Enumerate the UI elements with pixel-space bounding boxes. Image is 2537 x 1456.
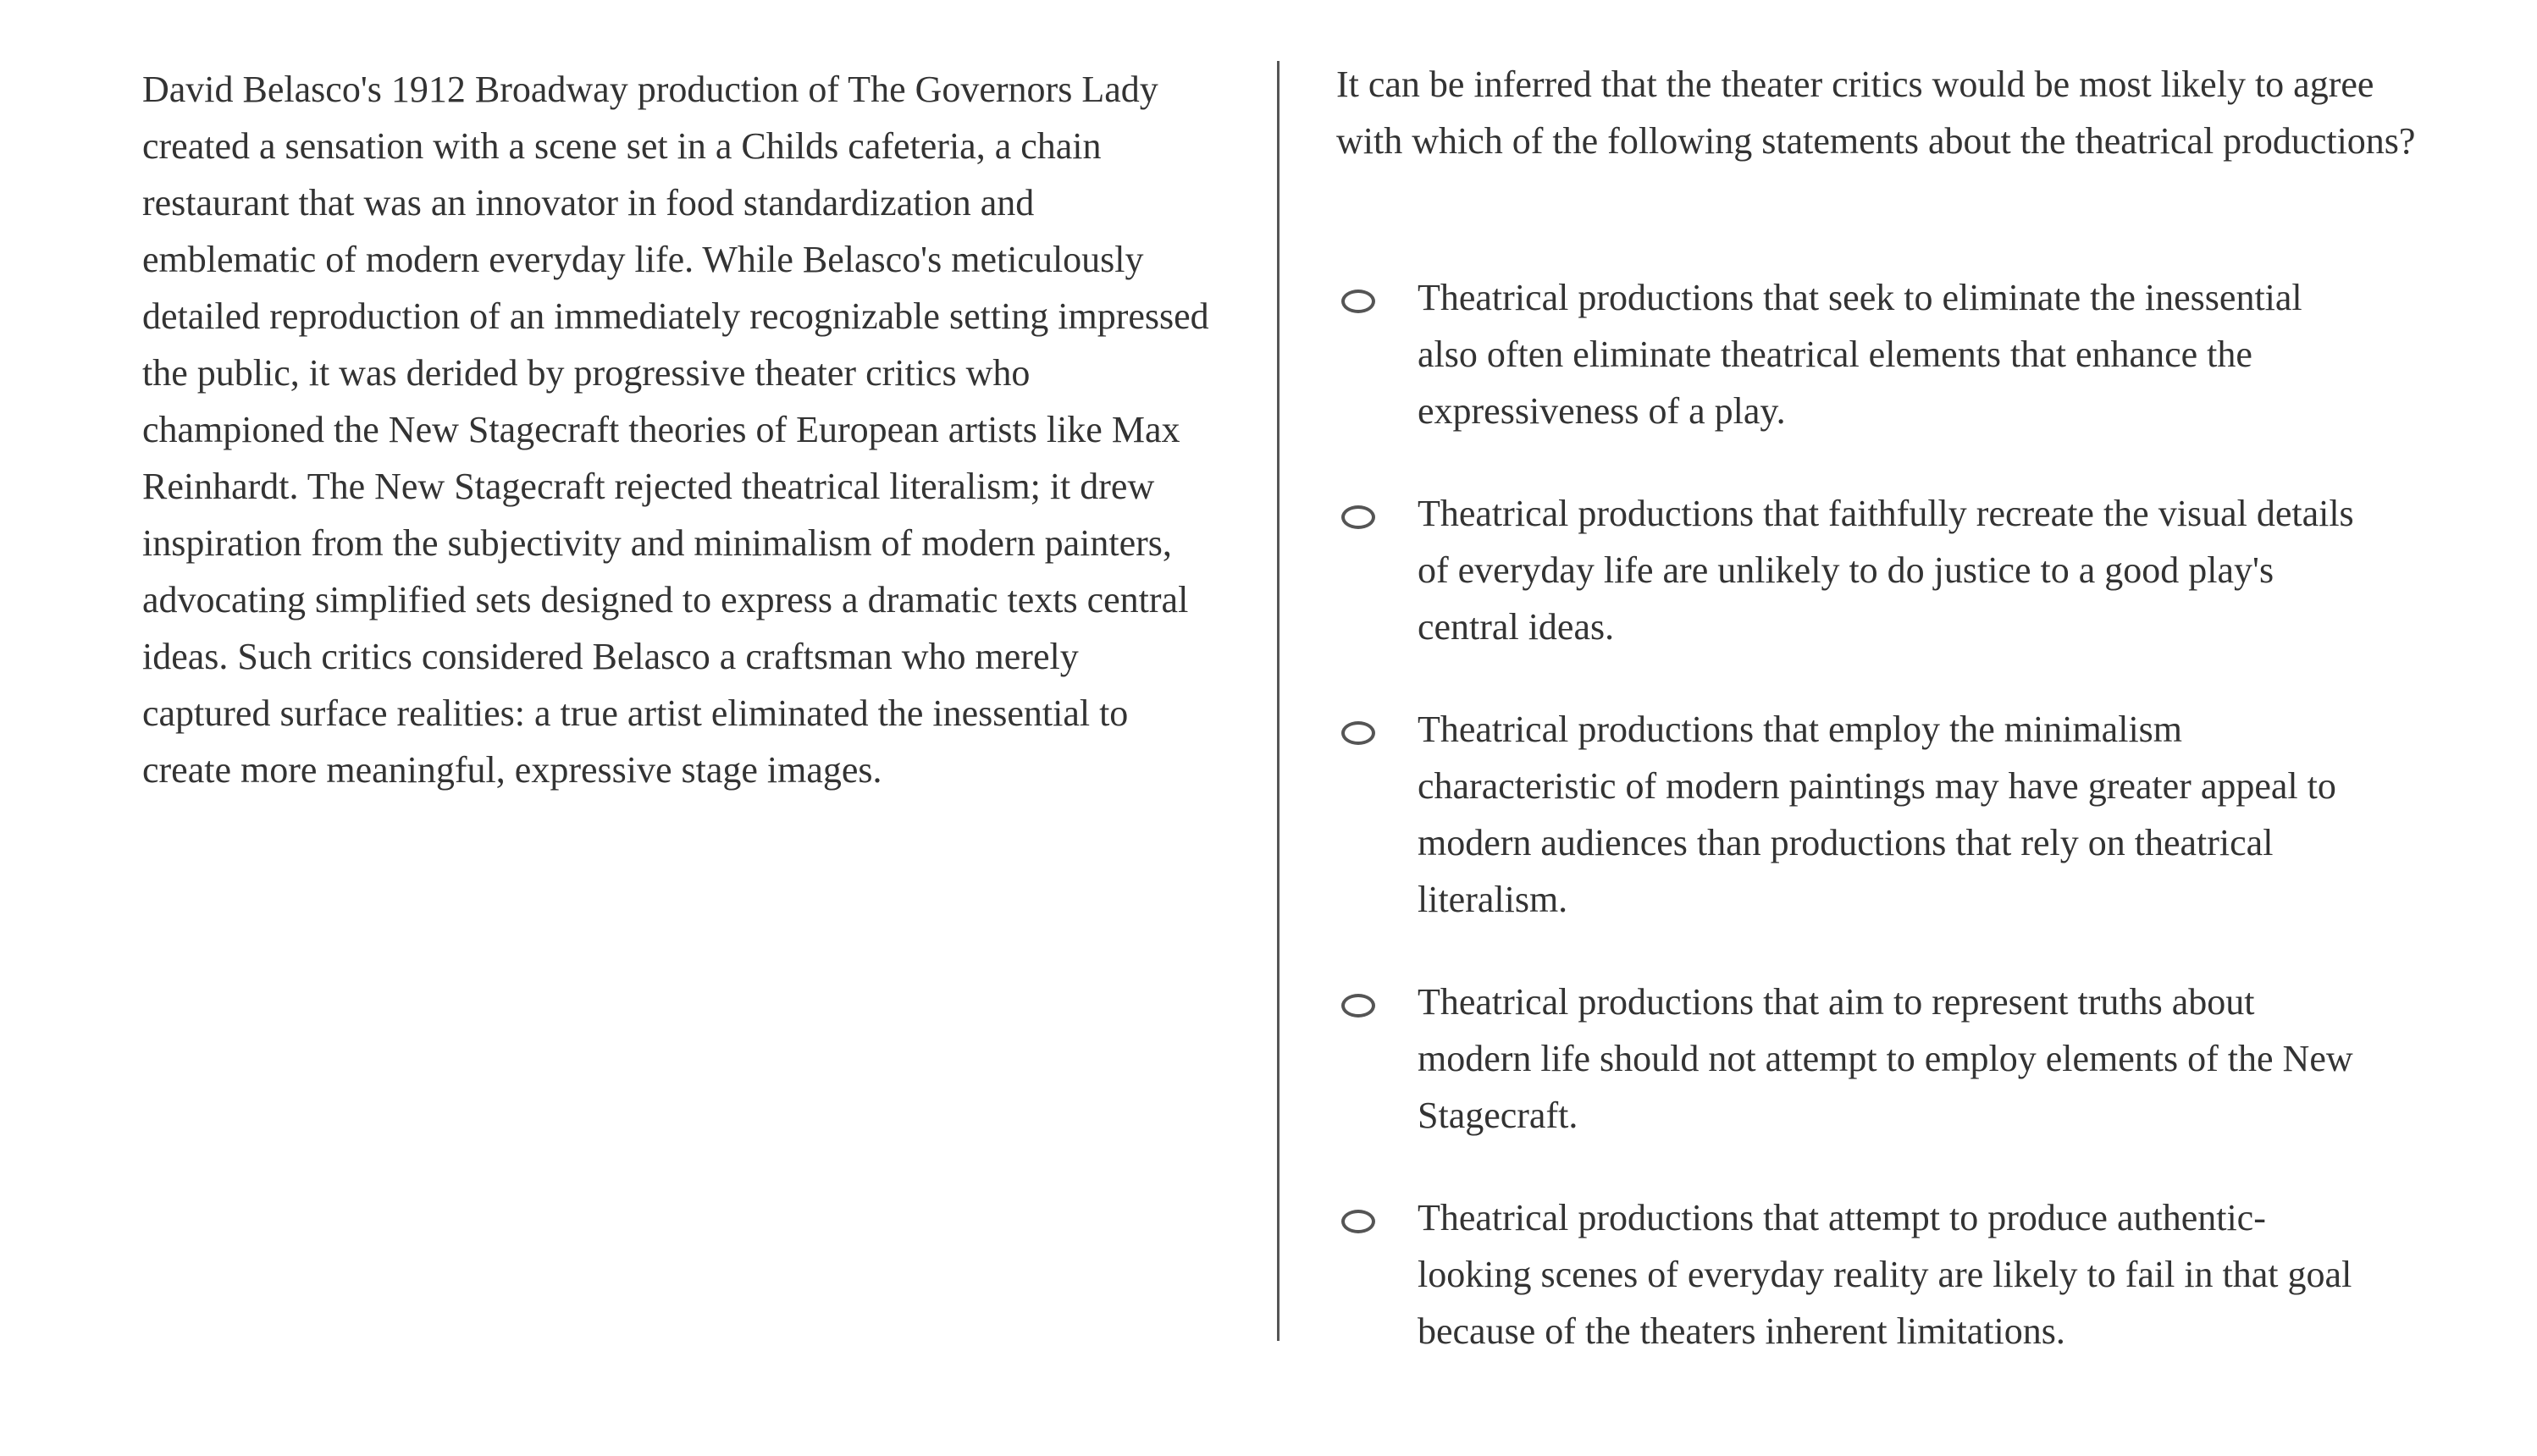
question-stem: It can be inferred that the theater critics would be most likely to agree with which of the following statements about the theatrical productions? <box>1336 63 2416 162</box>
radio-button-a[interactable] <box>1341 290 1375 313</box>
answer-choice-d[interactable] <box>1336 973 2437 1144</box>
reading-passage: David Belasco's 1912 Broadway production of The Governors Lady created a sensation with a scene set in a Childs cafeteria, a chain restaurant that was an innovator in food standardization and emblematic of modern everyday life. While Belasco's meticulously detailed reproduction of an immediately recognizable setting impressed the public, it was derided by progressive theater critics who championed the New Stagecraft theories of European artists like Max Reinhardt. The New Stagecraft rejected theatrical literalism; it drew inspiration from the subjectivity and minimalism of modern painters, advocating simplified sets designed to express a dramatic texts central ideas. Such critics considered Belasco a craftsman who merely captured surface realities: a true artist eliminated the inessential to create more meaningful, expressive stage images. <box>142 69 1209 791</box>
answer-choice-b[interactable] <box>1336 485 2437 655</box>
answer-choice-e-text: Theatrical productions that attempt to produce authentic-looking scenes of everyday reality are likely to fail in that goal because of the theaters inherent limitations. <box>1418 1197 2352 1352</box>
answer-choice-e[interactable] <box>1336 1189 2437 1359</box>
radio-button-b[interactable] <box>1341 505 1375 529</box>
answer-choice-c-text: Theatrical productions that employ the minimalism characteristic of modern paintings may have greater appeal to modern audiences than productions that rely on theatrical literalism. <box>1418 709 2336 920</box>
answer-choice-a-text: Theatrical productions that seek to eliminate the inessential also often eliminate theatrical elements that enhance the expressiveness of a play. <box>1418 277 2302 432</box>
answer-choice-d-text: Theatrical productions that aim to represent truths about modern life should not attempt to employ elements of the New Stagecraft. <box>1418 981 2353 1136</box>
radio-button-e[interactable] <box>1341 1210 1375 1233</box>
answer-choice-a[interactable] <box>1336 269 2437 439</box>
radio-button-c[interactable] <box>1341 721 1375 745</box>
answer-choice-b-text: Theatrical productions that faithfully recreate the visual details of everyday life are unlikely to do justice to a good play's central ideas. <box>1418 493 2354 648</box>
answer-choices <box>1336 269 2437 1405</box>
answer-choice-c[interactable] <box>1336 701 2437 928</box>
radio-button-d[interactable] <box>1341 994 1375 1018</box>
pane-divider <box>1277 61 1280 1341</box>
